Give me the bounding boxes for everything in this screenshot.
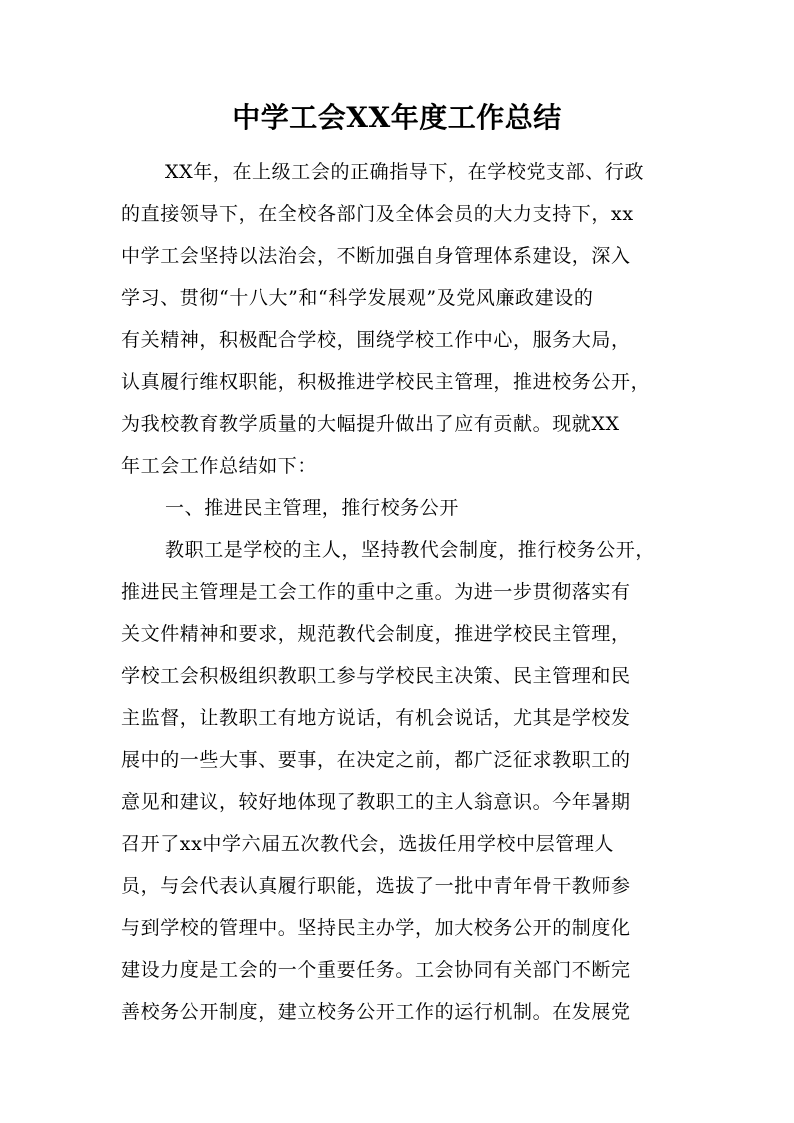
paragraph-line: 的直接领导下，在全校各部门及全体会员的大力支持下，xx — [121, 203, 634, 225]
paragraph-line: 建设力度是工会的一个重要任务。工会协同有关部门不断完 — [121, 959, 631, 981]
paragraph-line: 意见和建议，较好地体现了教职工的主人翁意识。今年暑期 — [121, 791, 631, 813]
paragraph-line: 召开了xx中学六届五次教代会，选拔任用学校中层管理人 — [121, 833, 615, 855]
paragraph-line: 年工会工作总结如下： — [121, 455, 318, 477]
paragraph-line: XX年，在上级工会的正确指导下，在学校党支部、行政 — [165, 161, 645, 183]
paragraph-line: 学习、贯彻“十八大”和“科学发展观”及党风廉政建设的 — [121, 287, 594, 309]
paragraph-line: 为我校教育教学质量的大幅提升做出了应有贡献。现就XX — [121, 413, 620, 435]
paragraph-line: 认真履行维权职能，积极推进学校民主管理，推进校务公开， — [121, 371, 651, 393]
paragraph-line: 展中的一些大事、要事，在决定之前，都广泛征求教职工的 — [121, 749, 631, 771]
paragraph-line: 善校务公开制度，建立校务公开工作的运行机制。在发展党 — [121, 1001, 631, 1023]
paragraph-line: 主监督，让教职工有地方说话，有机会说话，尤其是学校发 — [121, 707, 631, 729]
paragraph-line: 中学工会坚持以法治会，不断加强自身管理体系建设，深入 — [121, 245, 631, 267]
paragraph-line: 学校工会积极组织教职工参与学校民主决策、民主管理和民 — [121, 665, 631, 687]
paragraph-line: 关文件精神和要求，规范教代会制度，推进学校民主管理， — [121, 623, 631, 645]
paragraph-line: 教职工是学校的主人，坚持教代会制度，推行校务公开， — [165, 539, 656, 561]
paragraph-line: 推进民主管理是工会工作的重中之重。为进一步贯彻落实有 — [121, 581, 631, 603]
section-heading: 一、推进民主管理，推行校务公开 — [165, 497, 460, 519]
paragraph-line: 有关精神，积极配合学校，围绕学校工作中心，服务大局， — [121, 329, 631, 351]
paragraph-line: 员，与会代表认真履行职能，选拔了一批中青年骨干教师参 — [121, 875, 631, 897]
paragraph-line: 与到学校的管理中。坚持民主办学，加大校务公开的制度化 — [121, 917, 631, 939]
document-title: 中学工会XX年度工作总结 — [232, 101, 562, 134]
